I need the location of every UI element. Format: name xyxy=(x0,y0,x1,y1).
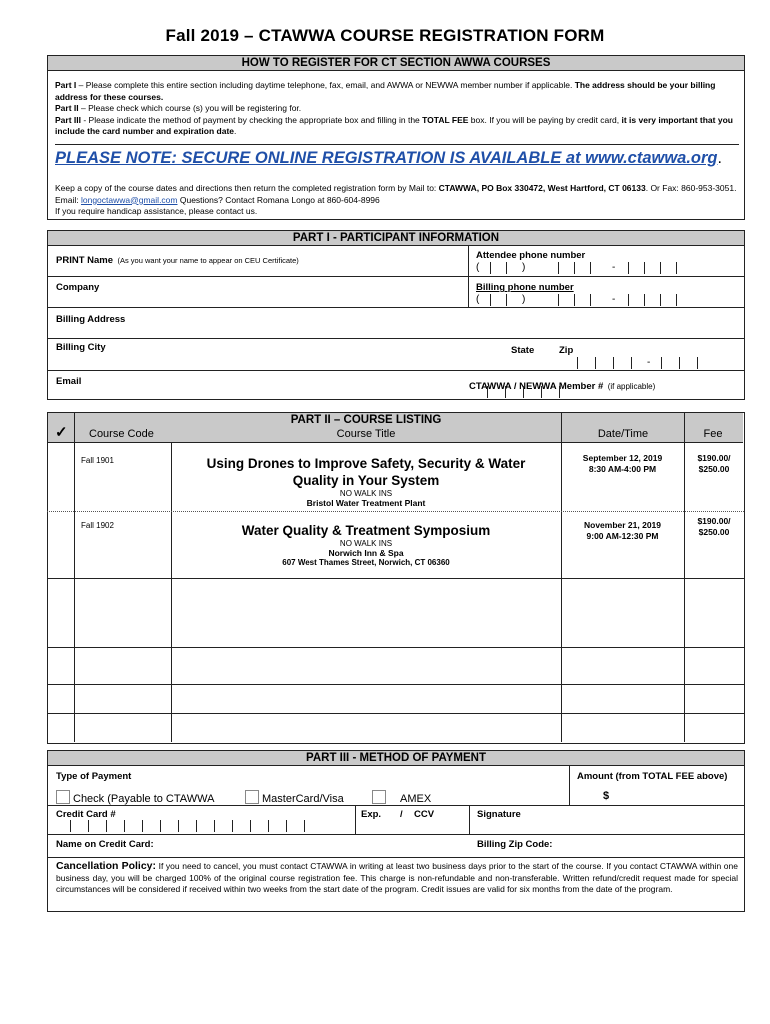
course-datetime xyxy=(562,453,683,475)
digit-divider xyxy=(628,294,629,306)
digit-divider xyxy=(574,262,575,274)
attendee-phone-label: Attendee phone number xyxy=(476,250,586,261)
digit-divider xyxy=(577,357,578,369)
credit-card-label: Credit Card # xyxy=(56,809,116,820)
payment-check-option[interactable] xyxy=(56,790,214,805)
row-line xyxy=(47,805,744,806)
paren-close: ) xyxy=(522,294,526,305)
digit-divider xyxy=(590,262,591,274)
digit-divider xyxy=(160,820,161,832)
mail-address: CTAWWA, PO Box 330472, West Hartford, CT 06133 xyxy=(438,183,646,193)
digit-divider xyxy=(286,820,287,832)
note-period: . xyxy=(717,150,722,167)
digit-divider xyxy=(558,262,559,274)
fee-nonmember: $250.00 xyxy=(698,527,730,537)
course-location: Bristol Water Treatment Plant xyxy=(306,498,426,508)
state-field[interactable] xyxy=(505,356,553,369)
digit-divider xyxy=(506,294,507,306)
col-fee: Fee xyxy=(703,428,723,440)
digit-divider xyxy=(590,294,591,306)
digit-divider xyxy=(178,820,179,832)
course-checkbox[interactable] xyxy=(48,443,73,510)
company-label: Company xyxy=(56,282,100,293)
fee-member: $190.00/ xyxy=(697,516,731,526)
digit-divider xyxy=(628,262,629,274)
email-field[interactable] xyxy=(56,385,461,397)
digit-divider xyxy=(660,294,661,306)
signature-field[interactable] xyxy=(477,820,739,833)
col-date-time: Date/Time xyxy=(597,428,649,440)
cancellation-label: Cancellation Policy: xyxy=(56,860,157,872)
cancellation-text: If you need to cancel, you must contact CTAWWA in writing at least two business days prior to the start of the course. If you contact CTAWWA within one business day, you will be charged 100% of the original course registration fee. This charge is non-refundable and non-transferable. Written refund/credit request made for special circumstances will be considered if received within two weeks from the start date of the program. Credit issues are valid for six months from the date of the program. xyxy=(56,861,738,894)
row-line xyxy=(47,276,744,277)
col-divider xyxy=(355,805,356,834)
digit-divider xyxy=(676,294,677,306)
row-divider xyxy=(47,647,744,648)
digit-divider xyxy=(490,294,491,306)
row-line xyxy=(47,834,744,835)
course-title: Using Drones to Improve Safety, Security & Water Quality in Your System xyxy=(206,456,526,488)
handicap-text: If you require handicap assistance, please contact us. xyxy=(55,206,258,216)
part3-total: TOTAL FEE xyxy=(422,114,469,125)
col-course-code: Course Code xyxy=(89,428,154,440)
fee-nonmember: $250.00 xyxy=(698,464,730,474)
course-date: November 21, 2019 xyxy=(583,520,662,530)
member-field[interactable] xyxy=(469,386,589,398)
amex-label: AMEX xyxy=(400,793,432,805)
row-line xyxy=(47,857,744,858)
course-row xyxy=(172,522,560,567)
check-label: Check (Payable to CTAWWA xyxy=(73,793,215,805)
ccv-label: CCV xyxy=(414,809,435,820)
col-divider xyxy=(469,805,470,834)
digit-divider xyxy=(644,262,645,274)
keep-text: Keep a copy of the course dates and directions then return the completed registration form by Mail to: xyxy=(55,183,439,193)
part1-text: – Please complete this entire section including daytime telephone, fax, email, and AWWA or NEWWA member number if applicable. xyxy=(76,80,575,90)
col-course-title: Course Title xyxy=(336,428,396,440)
course-code: Fall 1902 xyxy=(81,521,114,530)
print-name-hint: (As you want your name to appear on CEU Certificate) xyxy=(117,256,299,265)
dash: - xyxy=(647,357,651,368)
course-checkbox[interactable] xyxy=(48,512,73,577)
digit-divider xyxy=(559,386,560,398)
email-label: Email xyxy=(56,376,82,387)
part1-header: PART I - PARTICIPANT INFORMATION xyxy=(47,230,745,246)
digit-divider xyxy=(124,820,125,832)
digit-divider xyxy=(142,820,143,832)
howto-instructions xyxy=(55,80,739,138)
howto-header: HOW TO REGISTER FOR CT SECTION AWWA COURSES xyxy=(47,55,745,71)
row-divider xyxy=(47,684,744,685)
row-divider xyxy=(47,713,744,714)
digit-divider xyxy=(490,262,491,274)
digit-divider xyxy=(558,294,559,306)
exp-label: Exp. xyxy=(361,809,382,820)
billing-address-label: Billing Address xyxy=(56,314,126,325)
walk-ins: NO WALK INS xyxy=(339,489,393,498)
online-registration-link[interactable]: PLEASE NOTE: SECURE ONLINE REGISTRATION IS AVAILABLE at www.ctawwa.org xyxy=(55,149,718,167)
state-label: State xyxy=(511,345,535,356)
mastercard-checkbox[interactable] xyxy=(245,790,259,804)
part3-text2: box. If you will be paying by credit card, xyxy=(468,114,622,125)
part3-bold: it is very important that you include the card number and expiration date xyxy=(55,114,733,136)
course-address: 607 West Thames Street, Norwich, CT 06360 xyxy=(282,558,450,567)
digit-divider xyxy=(268,820,269,832)
digit-divider xyxy=(487,386,488,398)
cancellation-policy xyxy=(56,861,738,896)
period: . xyxy=(234,126,237,136)
divider xyxy=(55,144,739,145)
digit-divider xyxy=(232,820,233,832)
dash: - xyxy=(612,262,616,273)
dash: - xyxy=(612,294,616,305)
part2-header: PART II – COURSE LISTING xyxy=(290,414,442,426)
amex-checkbox[interactable] xyxy=(372,790,386,804)
digit-divider xyxy=(631,357,632,369)
course-datetime xyxy=(562,520,683,542)
zip-field[interactable] xyxy=(559,357,709,370)
digit-divider xyxy=(679,357,680,369)
member-number: CTAWWA / NEWWA Member # xyxy=(469,381,604,392)
paren-open: ( xyxy=(476,294,480,305)
digit-divider xyxy=(613,357,614,369)
course-date: September 12, 2019 xyxy=(582,453,663,463)
digit-divider xyxy=(214,820,215,832)
course-location: Norwich Inn & Spa xyxy=(328,548,404,558)
payment-mc-option[interactable] xyxy=(245,790,344,805)
digit-divider xyxy=(70,820,71,832)
digit-divider xyxy=(541,386,542,398)
paren-open: ( xyxy=(476,262,480,273)
course-code: Fall 1901 xyxy=(81,456,114,465)
digit-divider xyxy=(523,386,524,398)
part1-label: Part I xyxy=(55,80,77,90)
company-field[interactable] xyxy=(56,292,461,306)
digit-divider xyxy=(660,262,661,274)
digit-divider xyxy=(250,820,251,832)
credit-card-field[interactable] xyxy=(56,820,346,833)
billing-phone-label: Billing phone number xyxy=(476,282,574,293)
course-time: 9:00 AM-12:30 PM xyxy=(586,531,659,541)
print-name-field[interactable] xyxy=(56,257,461,275)
online-note xyxy=(55,149,745,168)
zip-label: Zip xyxy=(559,345,574,356)
billing-phone-field[interactable] xyxy=(476,294,741,307)
digit-divider xyxy=(661,357,662,369)
amount-label: Amount (from TOTAL FEE above) xyxy=(577,771,728,782)
walk-ins: NO WALK INS xyxy=(339,539,393,548)
row-divider xyxy=(47,578,744,579)
name-on-card-label: Name on Credit Card: xyxy=(56,839,154,850)
col-divider xyxy=(569,765,570,805)
signature-label: Signature xyxy=(477,809,521,820)
part3-label: Part III xyxy=(55,114,81,125)
billing-zip-field[interactable] xyxy=(560,837,740,855)
digit-divider xyxy=(196,820,197,832)
email-link[interactable]: longoctawwa@gmail.com xyxy=(80,194,178,205)
digit-divider xyxy=(88,820,89,832)
part3-header: PART III - METHOD OF PAYMENT xyxy=(47,750,745,766)
member-hint: (if applicable) xyxy=(607,382,656,391)
course-fee xyxy=(685,453,743,475)
check-checkbox[interactable] xyxy=(56,790,70,804)
paren-close: ) xyxy=(522,262,526,273)
part2-text: – Please check which course (s) you will be registering for. xyxy=(78,103,302,113)
row-line xyxy=(47,370,744,371)
questions-text: Questions? Contact Romana Longo at 860-604-8996 xyxy=(177,194,380,205)
digit-divider xyxy=(697,357,698,369)
print-name: PRINT Name xyxy=(56,255,114,266)
exp-ccv-field[interactable] xyxy=(361,820,466,833)
mastercard-label: MasterCard/Visa xyxy=(262,793,344,805)
digit-divider xyxy=(106,820,107,832)
digit-divider xyxy=(506,262,507,274)
exp-slash: / xyxy=(400,809,403,820)
digit-divider xyxy=(644,294,645,306)
row-divider xyxy=(47,511,744,512)
digit-divider xyxy=(595,357,596,369)
part2-label: Part II xyxy=(55,103,79,113)
part3-text: - Please indicate the method of payment by checking the appropriate box and filling in the xyxy=(80,114,423,125)
row-line xyxy=(47,338,744,339)
amount-field[interactable]: $ xyxy=(603,790,610,802)
page-title: Fall 2019 – CTAWWA COURSE REGISTRATION FORM xyxy=(165,26,605,45)
digit-divider xyxy=(574,294,575,306)
billing-address-field[interactable] xyxy=(56,323,736,337)
billing-zip-label: Billing Zip Code: xyxy=(477,839,553,850)
digit-divider xyxy=(304,820,305,832)
payment-amex-option[interactable] xyxy=(372,790,431,805)
digit-divider xyxy=(505,386,506,398)
check-column-icon: ✓ xyxy=(55,424,68,441)
row-line xyxy=(47,307,744,308)
billing-city-label: Billing City xyxy=(56,342,106,353)
course-title: Water Quality & Treatment Symposium xyxy=(241,523,491,538)
attendee-phone-field[interactable] xyxy=(476,262,741,275)
digit-divider xyxy=(676,262,677,274)
fax-text: . Or Fax: 860-953-3051. Email: xyxy=(55,183,737,205)
billing-city-field[interactable] xyxy=(56,352,486,368)
fee-member: $190.00/ xyxy=(697,453,731,463)
course-row xyxy=(172,455,560,508)
payment-type-label: Type of Payment xyxy=(56,771,132,782)
part1-bold: The address should be your billing address for these courses. xyxy=(55,80,716,102)
course-time: 8:30 AM-4:00 PM xyxy=(588,464,657,474)
mail-instructions xyxy=(55,183,739,218)
course-fee xyxy=(685,516,743,538)
name-on-card-field[interactable] xyxy=(160,837,460,855)
